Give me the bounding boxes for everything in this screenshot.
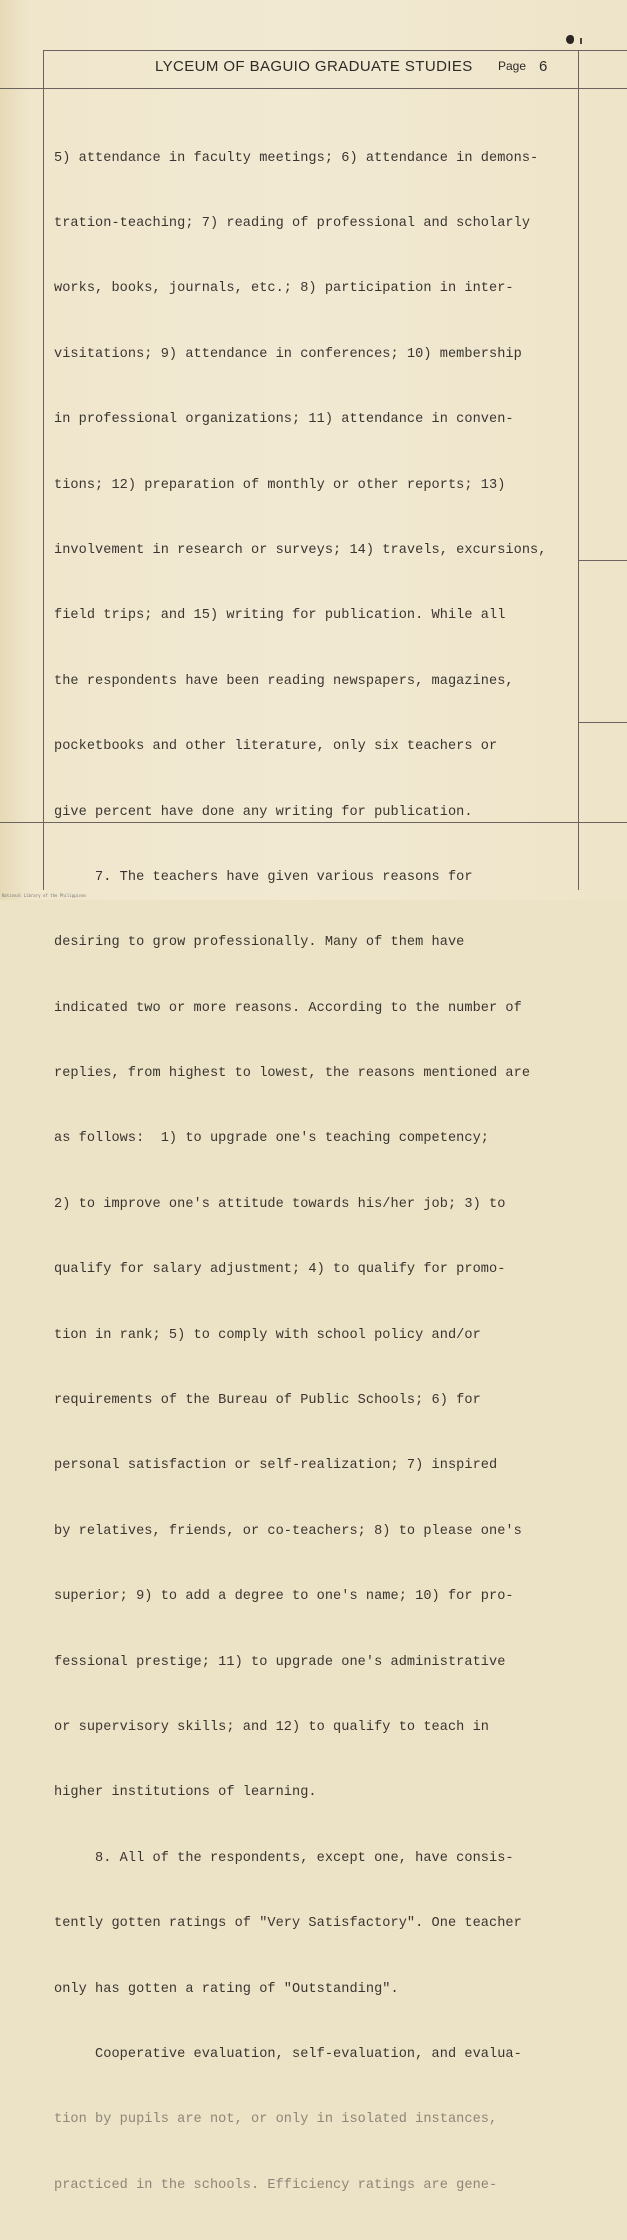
text-line: Cooperative evaluation, self-evaluation, and evalua- xyxy=(54,2046,522,2062)
text-line: the respondents have been reading newspapers, magazines, xyxy=(54,673,514,689)
text-line: 8. All of the respondents, except one, have consis- xyxy=(54,1850,514,1866)
text-line: 5) attendance in faculty meetings; 6) attendance in demons- xyxy=(54,150,539,166)
text-line: or supervisory skills; and 12) to qualify to teach in xyxy=(54,1719,490,1735)
text-line: desiring to grow professionally. Many of them have xyxy=(54,935,465,951)
text-line: personal satisfaction or self-realization; 7) inspired xyxy=(54,1458,498,1474)
text-line: 7. The teachers have given various reasons for xyxy=(54,869,473,885)
text-line: requirements of the Bureau of Public Schools; 6) for xyxy=(54,1393,481,1409)
text-line: qualify for salary adjustment; 4) to qualify for promo- xyxy=(54,1262,506,1278)
ink-mark-small xyxy=(580,38,582,44)
left-margin-line xyxy=(43,50,44,890)
text-line: 2) to improve one's attitude towards his/her job; 3) to xyxy=(54,1196,506,1212)
page-number: 6 xyxy=(539,58,548,75)
text-line: tently gotten ratings of "Very Satisfactory". One teacher xyxy=(54,1916,522,1932)
ink-mark xyxy=(566,35,574,44)
text-line: works, books, journals, etc.; 8) participation in inter- xyxy=(54,281,514,297)
page-label: Page xyxy=(498,59,527,73)
header-top-line xyxy=(43,50,627,51)
text-line: tions; 12) preparation of monthly or other reports; 13) xyxy=(54,477,506,493)
text-line: tion by pupils are not, or only in isolated instances, xyxy=(54,2112,498,2128)
text-line: replies, from highest to lowest, the reasons mentioned are xyxy=(54,1066,531,1082)
text-line: pocketbooks and other literature, only six teachers or xyxy=(54,739,498,755)
text-line: as follows: 1) to upgrade one's teaching competency; xyxy=(54,1131,490,1147)
text-line: indicated two or more reasons. According to the number of xyxy=(54,1000,522,1016)
header-bottom-line xyxy=(0,88,627,89)
text-line: superior; 9) to add a degree to one's name; 10) for pro- xyxy=(54,1589,514,1605)
text-line: only has gotten a rating of "Outstanding". xyxy=(54,1981,399,1997)
text-line: in professional organizations; 11) attendance in conven- xyxy=(54,412,514,428)
body-text xyxy=(54,104,614,2240)
text-line: higher institutions of learning. xyxy=(54,1785,317,1801)
text-line: involvement in research or surveys; 14) travels, excursions, xyxy=(54,542,547,558)
text-line: tion in rank; 5) to comply with school policy and/or xyxy=(54,1327,481,1343)
text-line: fessional prestige; 11) to upgrade one's administrative xyxy=(54,1654,506,1670)
text-line: by relatives, friends, or co-teachers; 8) to please one's xyxy=(54,1523,522,1539)
text-line: field trips; and 15) writing for publication. While all xyxy=(54,608,506,624)
text-line: visitations; 9) attendance in conferences; 10) membership xyxy=(54,346,522,362)
text-line: give percent have done any writing for publication. xyxy=(54,804,473,820)
text-line: tration-teaching; 7) reading of professional and scholarly xyxy=(54,215,531,231)
page-title: LYCEUM OF BAGUIO GRADUATE STUDIES xyxy=(155,58,473,75)
text-line: practiced in the schools. Efficiency ratings are gene- xyxy=(54,2177,498,2193)
footer-credit: National Library of the Philippines xyxy=(2,893,87,898)
